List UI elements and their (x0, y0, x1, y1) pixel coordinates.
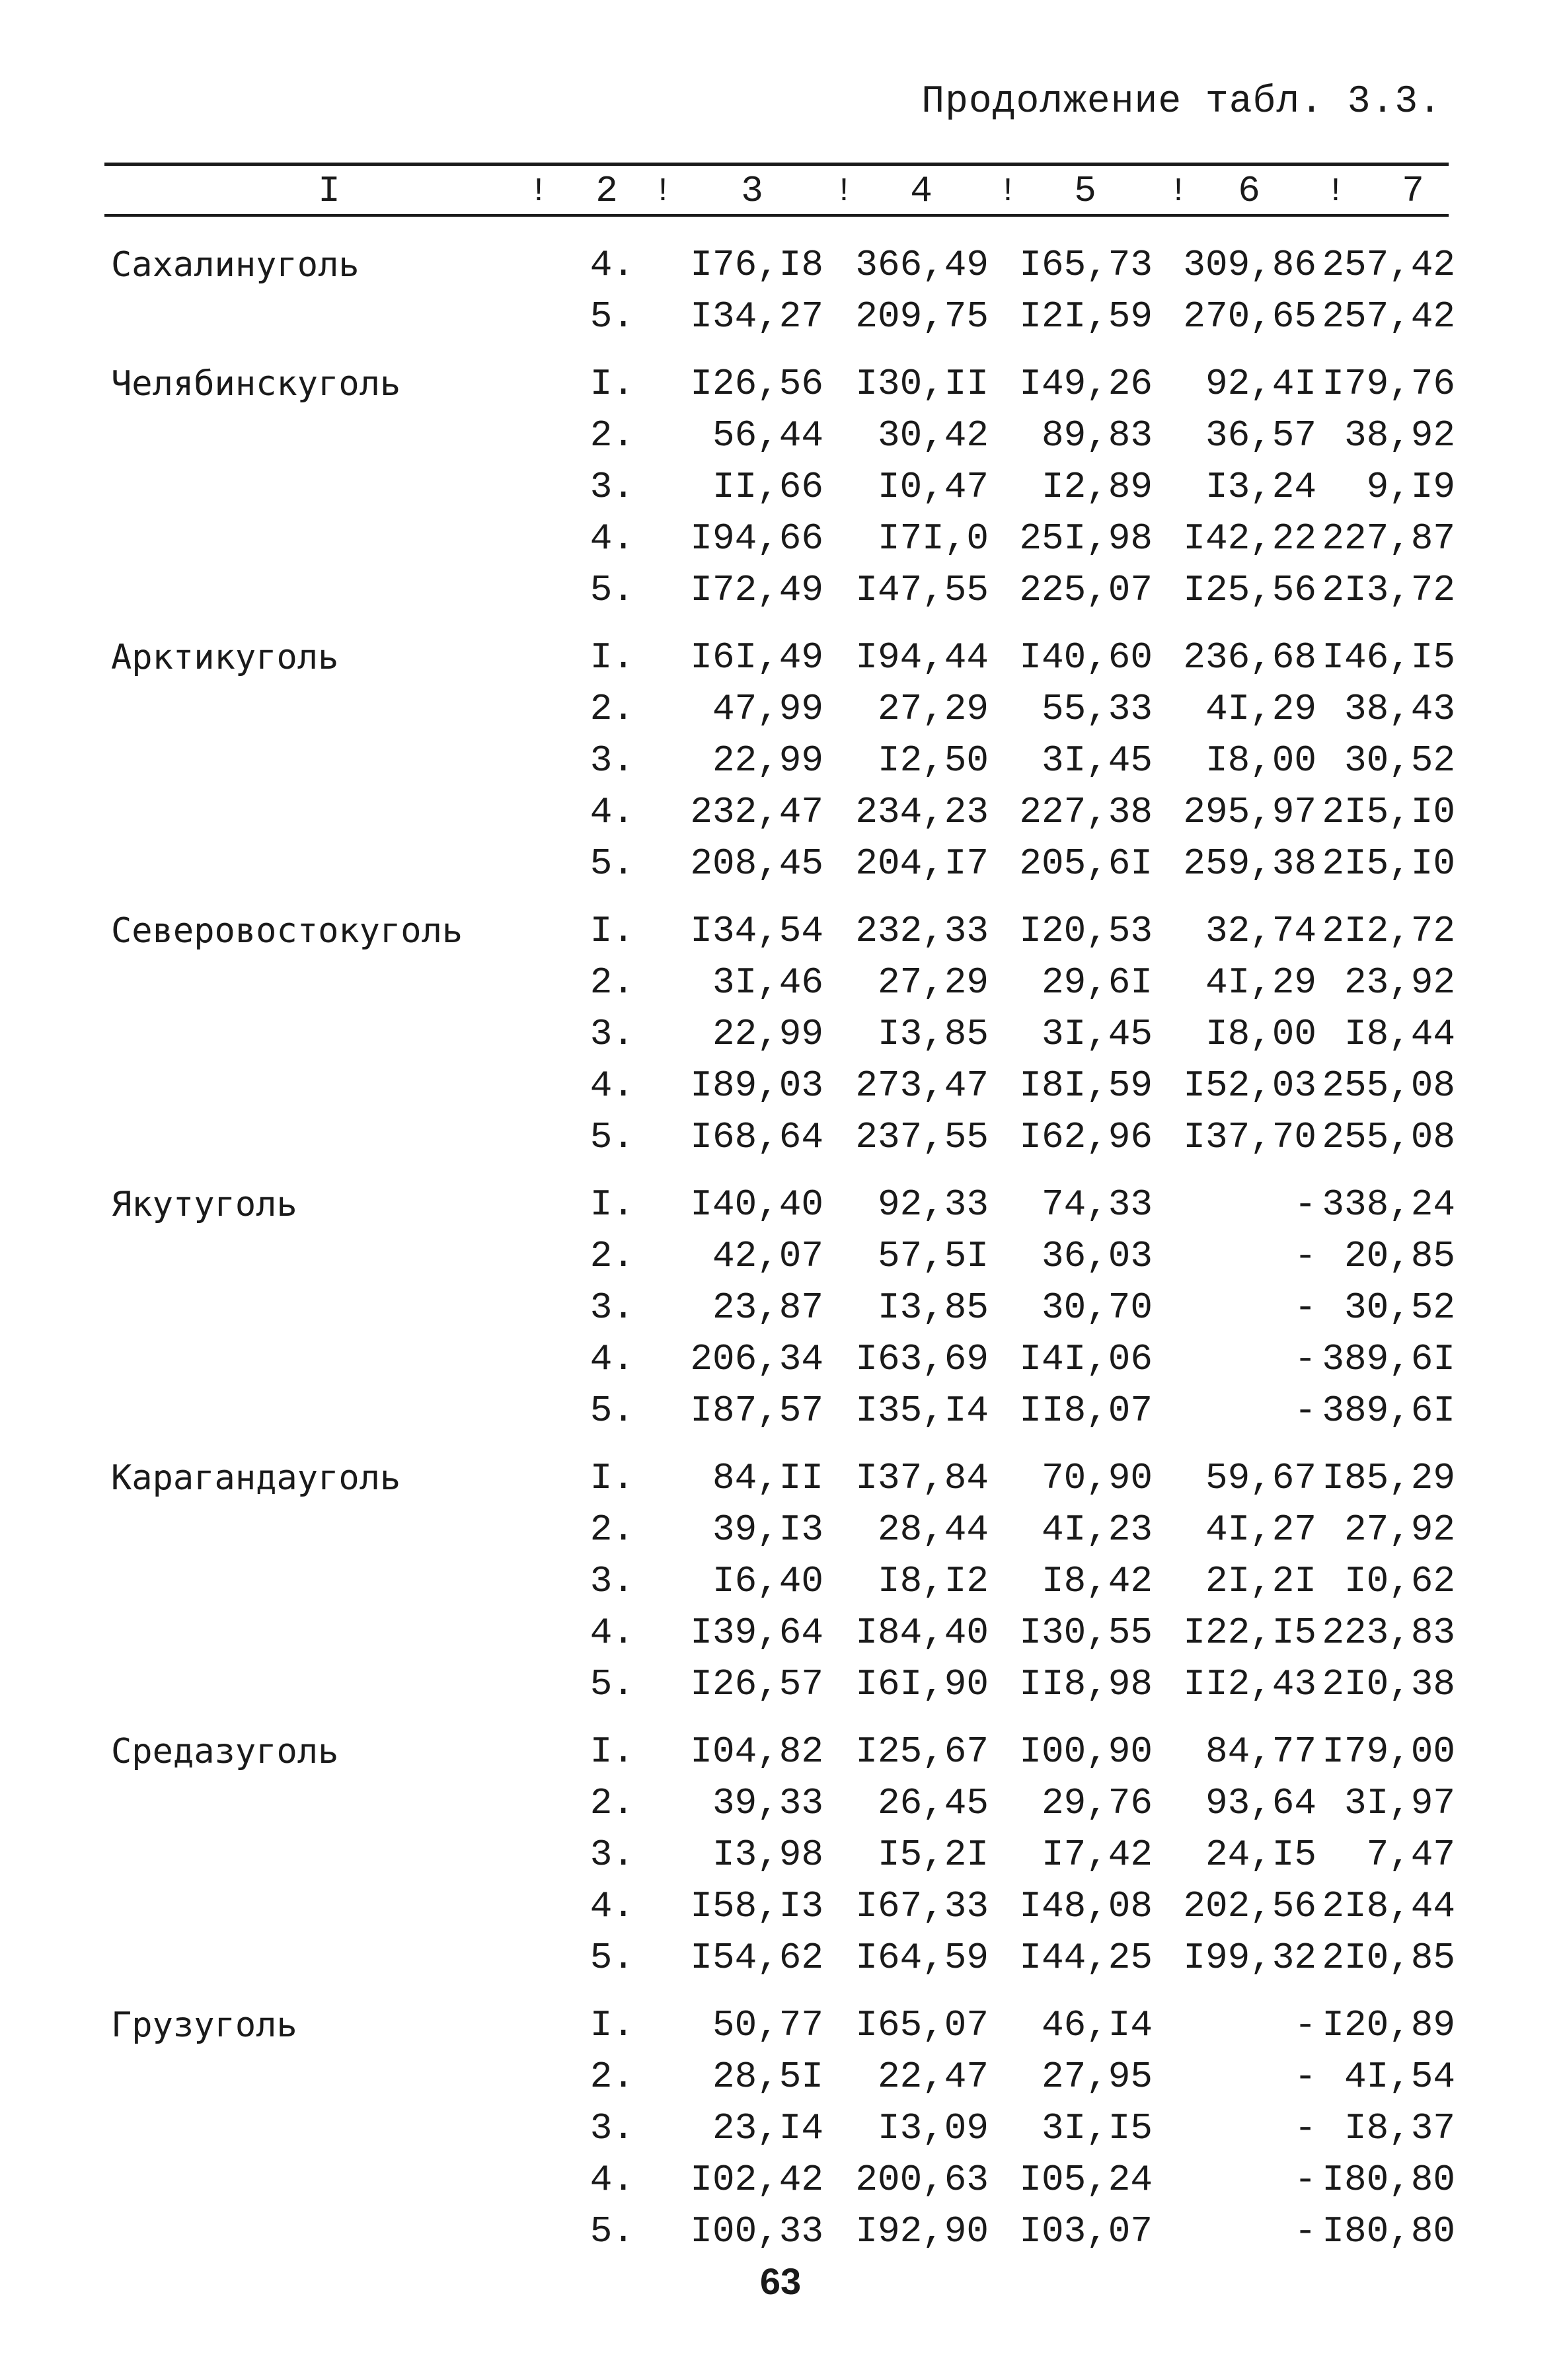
cell-col-5: 3I,I5 (1041, 2107, 1153, 2149)
cell-col-6: - (1294, 1286, 1316, 1329)
cell-col-7: I0,62 (1344, 1560, 1455, 1602)
row-index: 3. (590, 466, 634, 508)
cell-col-4: I5,2I (877, 1834, 989, 1876)
table-row (0, 1452, 1561, 1504)
table-row (0, 1932, 1561, 1984)
cell-col-3: 232,47 (690, 791, 823, 833)
cell-col-4: I25,67 (855, 1730, 989, 1773)
cell-col-5: I62,96 (1019, 1116, 1153, 1158)
header-separator: ! (834, 173, 855, 211)
cell-col-6: - (1294, 2159, 1316, 2201)
cell-col-7: I46,I5 (1322, 636, 1455, 679)
cell-col-7: I80,80 (1322, 2210, 1455, 2252)
cell-col-6: I25,56 (1183, 569, 1316, 611)
cell-col-7: 7,47 (1366, 1834, 1455, 1876)
cell-col-3: I72,49 (690, 569, 823, 611)
cell-col-3: 206,34 (690, 1338, 823, 1380)
cell-col-4: 28,44 (877, 1508, 989, 1551)
table-row (0, 2102, 1561, 2154)
cell-col-7: 255,08 (1322, 1064, 1455, 1107)
table-row (0, 1726, 1561, 1777)
header-separator: ! (653, 173, 673, 211)
cell-col-5: 30,70 (1041, 1286, 1153, 1329)
table-row (0, 1880, 1561, 1932)
cell-col-7: 30,52 (1344, 739, 1455, 782)
cell-col-3: I39,64 (690, 1612, 823, 1654)
row-index: 5. (590, 295, 634, 338)
cell-col-6: 309,86 (1183, 244, 1316, 286)
enterprise-name: Грузуголь (111, 2005, 297, 2045)
table-row (0, 239, 1561, 291)
cell-col-5: I2,89 (1041, 466, 1153, 508)
row-index: I. (590, 2004, 634, 2046)
cell-col-7: 30,52 (1344, 1286, 1455, 1329)
cell-col-7: 2I2,72 (1322, 910, 1455, 952)
table-row (0, 957, 1561, 1008)
cell-col-5: 227,38 (1019, 791, 1153, 833)
table-row (0, 564, 1561, 616)
row-index: 2. (590, 961, 634, 1004)
row-index: 4. (590, 1064, 634, 1107)
cell-col-7: 2I3,72 (1322, 569, 1455, 611)
row-index: I. (590, 1730, 634, 1773)
table-row (0, 1504, 1561, 1555)
cell-col-7: 2I5,I0 (1322, 842, 1455, 885)
cell-col-5: 74,33 (1041, 1183, 1153, 1226)
table-row (0, 905, 1561, 957)
table-row (0, 1777, 1561, 1829)
header-separator: ! (1168, 173, 1189, 211)
row-index: 4. (590, 244, 634, 286)
cell-col-5: I49,26 (1019, 363, 1153, 405)
cell-col-5: I44,25 (1019, 1937, 1153, 1979)
cell-col-6: 259,38 (1183, 842, 1316, 885)
cell-col-7: 23,92 (1344, 961, 1455, 1004)
cell-col-5: 3I,45 (1041, 1013, 1153, 1055)
row-index: I. (590, 910, 634, 952)
cell-col-3: 47,99 (712, 688, 823, 730)
cell-col-3: I34,54 (690, 910, 823, 952)
cell-col-4: I3,85 (877, 1013, 989, 1055)
cell-col-6: 270,65 (1183, 295, 1316, 338)
cell-col-6: 32,74 (1205, 910, 1316, 952)
cell-col-4: 209,75 (855, 295, 989, 338)
table-row (0, 1999, 1561, 2051)
cell-col-4: 27,29 (877, 961, 989, 1004)
cell-col-6: I52,03 (1183, 1064, 1316, 1107)
row-index: I. (590, 636, 634, 679)
header-col-4: 4 (910, 170, 933, 212)
cell-col-4: I63,69 (855, 1338, 989, 1380)
cell-col-6: 4I,29 (1205, 688, 1316, 730)
cell-col-5: I03,07 (1019, 2210, 1153, 2252)
cell-col-5: II8,07 (1019, 1390, 1153, 1432)
row-index: 5. (590, 1663, 634, 1705)
cell-col-7: 38,92 (1344, 414, 1455, 457)
cell-col-7: I79,00 (1322, 1730, 1455, 1773)
cell-col-3: I02,42 (690, 2159, 823, 2201)
cell-col-3: I34,27 (690, 295, 823, 338)
header-separator: ! (998, 173, 1018, 211)
cell-col-7: I8,37 (1344, 2107, 1455, 2149)
table-row (0, 683, 1561, 735)
cell-col-3: 3I,46 (712, 961, 823, 1004)
cell-col-3: 208,45 (690, 842, 823, 885)
cell-col-4: 57,5I (877, 1235, 989, 1277)
cell-col-6: II2,43 (1183, 1663, 1316, 1705)
cell-col-4: I3,85 (877, 1286, 989, 1329)
row-index: 5. (590, 1116, 634, 1158)
cell-col-6: I8,00 (1205, 739, 1316, 782)
cell-col-3: II,66 (712, 466, 823, 508)
cell-col-6: 84,77 (1205, 1730, 1316, 1773)
cell-col-4: 27,29 (877, 688, 989, 730)
cell-col-3: 23,87 (712, 1286, 823, 1329)
row-index: 2. (590, 2056, 634, 2098)
table-row (0, 1179, 1561, 1230)
cell-col-4: I6I,90 (855, 1663, 989, 1705)
cell-col-3: I87,57 (690, 1390, 823, 1432)
cell-col-4: I3,09 (877, 2107, 989, 2149)
cell-col-4: 200,63 (855, 2159, 989, 2201)
cell-col-5: 55,33 (1041, 688, 1153, 730)
cell-col-6: - (1294, 1235, 1316, 1277)
row-index: I. (590, 1457, 634, 1499)
row-index: 3. (590, 1560, 634, 1602)
table-row (0, 1829, 1561, 1880)
cell-col-3: I76,I8 (690, 244, 823, 286)
cell-col-6: 202,56 (1183, 1885, 1316, 1927)
cell-col-5: 89,83 (1041, 414, 1153, 457)
cell-col-6: - (1294, 2107, 1316, 2149)
header-separator: ! (529, 173, 549, 211)
cell-col-5: I30,55 (1019, 1612, 1153, 1654)
cell-col-7: 227,87 (1322, 517, 1455, 560)
cell-col-5: 46,I4 (1041, 2004, 1153, 2046)
cell-col-6: I8,00 (1205, 1013, 1316, 1055)
cell-col-3: 22,99 (712, 739, 823, 782)
cell-col-6: - (1294, 1183, 1316, 1226)
row-index: 4. (590, 2159, 634, 2201)
cell-col-7: 38,43 (1344, 688, 1455, 730)
row-index: 4. (590, 1612, 634, 1654)
header-separator: ! (1326, 173, 1346, 211)
cell-col-7: 2I0,85 (1322, 1937, 1455, 1979)
cell-col-5: I40,60 (1019, 636, 1153, 679)
cell-col-6: - (1294, 1390, 1316, 1432)
cell-col-3: I3,98 (712, 1834, 823, 1876)
cell-col-3: I89,03 (690, 1064, 823, 1107)
cell-col-4: 366,49 (855, 244, 989, 286)
cell-col-6: 4I,29 (1205, 961, 1316, 1004)
cell-col-7: 257,42 (1322, 295, 1455, 338)
cell-col-4: 22,47 (877, 2056, 989, 2098)
cell-col-7: I20,89 (1322, 2004, 1455, 2046)
cell-col-6: 59,67 (1205, 1457, 1316, 1499)
table-row (0, 1060, 1561, 1111)
table-row (0, 410, 1561, 461)
cell-col-5: I00,90 (1019, 1730, 1153, 1773)
row-index: 5. (590, 1937, 634, 1979)
cell-col-6: 295,97 (1183, 791, 1316, 833)
cell-col-7: 27,92 (1344, 1508, 1455, 1551)
cell-col-3: I40,40 (690, 1183, 823, 1226)
cell-col-7: 223,83 (1322, 1612, 1455, 1654)
table-row (0, 632, 1561, 683)
cell-col-7: 2I8,44 (1322, 1885, 1455, 1927)
cell-col-5: 4I,23 (1041, 1508, 1153, 1551)
cell-col-5: I8,42 (1041, 1560, 1153, 1602)
cell-col-4: 273,47 (855, 1064, 989, 1107)
cell-col-6: 92,4I (1205, 363, 1316, 405)
row-index: 2. (590, 688, 634, 730)
cell-col-3: I94,66 (690, 517, 823, 560)
table-row (0, 1607, 1561, 1658)
cell-col-3: I6,40 (712, 1560, 823, 1602)
table-row (0, 358, 1561, 410)
row-index: 4. (590, 517, 634, 560)
cell-col-3: I58,I3 (690, 1885, 823, 1927)
cell-col-5: 70,90 (1041, 1457, 1153, 1499)
row-index: I. (590, 363, 634, 405)
row-index: I. (590, 1183, 634, 1226)
cell-col-5: I65,73 (1019, 244, 1153, 286)
cell-col-4: I30,II (855, 363, 989, 405)
cell-col-7: I85,29 (1322, 1457, 1455, 1499)
table-row (0, 1008, 1561, 1060)
table-row (0, 1282, 1561, 1333)
header-col-6: 6 (1238, 170, 1260, 212)
row-index: 4. (590, 791, 634, 833)
table-row (0, 2051, 1561, 2102)
row-index: 2. (590, 1508, 634, 1551)
cell-col-3: 28,5I (712, 2056, 823, 2098)
cell-col-7: 4I,54 (1344, 2056, 1455, 2098)
cell-col-7: 3I,97 (1344, 1782, 1455, 1824)
cell-col-6: - (1294, 2056, 1316, 2098)
cell-col-6: 2I,2I (1205, 1560, 1316, 1602)
cell-col-6: - (1294, 1338, 1316, 1380)
header-col-2: 2 (595, 170, 618, 212)
cell-col-7: 2I5,I0 (1322, 791, 1455, 833)
enterprise-name: Сахалинуголь (111, 245, 360, 285)
header-col-5: 5 (1074, 170, 1096, 212)
cell-col-4: 234,23 (855, 791, 989, 833)
table-row (0, 2206, 1561, 2257)
cell-col-4: 92,33 (877, 1183, 989, 1226)
cell-col-4: 26,45 (877, 1782, 989, 1824)
cell-col-3: 42,07 (712, 1235, 823, 1277)
cell-col-4: I0,47 (877, 466, 989, 508)
cell-col-3: 50,77 (712, 2004, 823, 2046)
cell-col-6: - (1294, 2004, 1316, 2046)
table-row (0, 786, 1561, 838)
cell-col-7: 389,6I (1322, 1338, 1455, 1380)
table-row (0, 735, 1561, 786)
cell-col-5: I48,08 (1019, 1885, 1153, 1927)
cell-col-4: I84,40 (855, 1612, 989, 1654)
cell-col-4: I2,50 (877, 739, 989, 782)
row-index: 5. (590, 1390, 634, 1432)
enterprise-name: Челябинскуголь (111, 364, 401, 404)
cell-col-5: 27,95 (1041, 2056, 1153, 2098)
table-row (0, 1333, 1561, 1385)
cell-col-4: I7I,0 (877, 517, 989, 560)
cell-col-4: 30,42 (877, 414, 989, 457)
cell-col-5: 3I,45 (1041, 739, 1153, 782)
cell-col-6: - (1294, 2210, 1316, 2252)
row-index: 3. (590, 1286, 634, 1329)
cell-col-5: I2I,59 (1019, 295, 1153, 338)
enterprise-name: Арктикуголь (111, 638, 339, 677)
table-row (0, 2154, 1561, 2206)
cell-col-7: I8,44 (1344, 1013, 1455, 1055)
cell-col-3: 39,33 (712, 1782, 823, 1824)
cell-col-5: 205,6I (1019, 842, 1153, 885)
cell-col-3: I54,62 (690, 1937, 823, 1979)
cell-col-4: I92,90 (855, 2210, 989, 2252)
table-row (0, 1385, 1561, 1436)
cell-col-6: 36,57 (1205, 414, 1316, 457)
header-col-3: 3 (741, 170, 763, 212)
cell-col-5: I20,53 (1019, 910, 1153, 952)
cell-col-6: I37,70 (1183, 1116, 1316, 1158)
header-col-7: 7 (1402, 170, 1424, 212)
cell-col-5: I4I,06 (1019, 1338, 1153, 1380)
cell-col-6: 236,68 (1183, 636, 1316, 679)
cell-col-3: 84,II (712, 1457, 823, 1499)
cell-col-7: 9,I9 (1366, 466, 1455, 508)
cell-col-5: 29,76 (1041, 1782, 1153, 1824)
cell-col-6: I22,I5 (1183, 1612, 1316, 1654)
cell-col-4: I67,33 (855, 1885, 989, 1927)
row-index: 4. (590, 1338, 634, 1380)
enterprise-name: Средазуголь (111, 1732, 339, 1771)
cell-col-7: I80,80 (1322, 2159, 1455, 2201)
cell-col-6: I42,22 (1183, 517, 1316, 560)
row-index: 3. (590, 2107, 634, 2149)
row-index: 3. (590, 1013, 634, 1055)
cell-col-5: 25I,98 (1019, 517, 1153, 560)
page-number: 63 (759, 2260, 802, 2302)
row-index: 3. (590, 1834, 634, 1876)
cell-col-5: 29,6I (1041, 961, 1153, 1004)
cell-col-3: I04,82 (690, 1730, 823, 1773)
cell-col-4: I65,07 (855, 2004, 989, 2046)
cell-col-3: 39,I3 (712, 1508, 823, 1551)
cell-col-6: I3,24 (1205, 466, 1316, 508)
cell-col-6: 4I,27 (1205, 1508, 1316, 1551)
cell-col-4: I47,55 (855, 569, 989, 611)
cell-col-7: I79,76 (1322, 363, 1455, 405)
row-index: 5. (590, 2210, 634, 2252)
cell-col-3: 22,99 (712, 1013, 823, 1055)
table-row (0, 291, 1561, 342)
cell-col-3: I68,64 (690, 1116, 823, 1158)
cell-col-7: 20,85 (1344, 1235, 1455, 1277)
row-index: 5. (590, 569, 634, 611)
enterprise-name: Карагандауголь (111, 1458, 401, 1498)
enterprise-name: Якутуголь (111, 1185, 297, 1224)
cell-col-7: 2I0,38 (1322, 1663, 1455, 1705)
cell-col-4: 237,55 (855, 1116, 989, 1158)
row-index: 4. (590, 1885, 634, 1927)
cell-col-3: I26,56 (690, 363, 823, 405)
cell-col-4: 204,I7 (855, 842, 989, 885)
cell-col-7: 389,6I (1322, 1390, 1455, 1432)
row-index: 2. (590, 1782, 634, 1824)
cell-col-5: 225,07 (1019, 569, 1153, 611)
cell-col-4: I8,I2 (877, 1560, 989, 1602)
table-row (0, 1111, 1561, 1163)
cell-col-6: 24,I5 (1205, 1834, 1316, 1876)
cell-col-4: I35,I4 (855, 1390, 989, 1432)
table-row (0, 1658, 1561, 1710)
cell-col-5: 36,03 (1041, 1235, 1153, 1277)
table-caption: Продолжение табл. 3.3. (921, 81, 1442, 124)
table-row (0, 838, 1561, 889)
table-row (0, 513, 1561, 564)
cell-col-4: I64,59 (855, 1937, 989, 1979)
cell-col-5: I7,42 (1041, 1834, 1153, 1876)
cell-col-7: 257,42 (1322, 244, 1455, 286)
cell-col-3: 23,I4 (712, 2107, 823, 2149)
cell-col-3: I00,33 (690, 2210, 823, 2252)
row-index: 2. (590, 1235, 634, 1277)
cell-col-5: I8I,59 (1019, 1064, 1153, 1107)
cell-col-5: II8,98 (1019, 1663, 1153, 1705)
cell-col-6: 93,64 (1205, 1782, 1316, 1824)
table-row (0, 1555, 1561, 1607)
cell-col-4: I37,84 (855, 1457, 989, 1499)
cell-col-3: 56,44 (712, 414, 823, 457)
row-index: 5. (590, 842, 634, 885)
cell-col-7: 338,24 (1322, 1183, 1455, 1226)
table-row (0, 461, 1561, 513)
enterprise-name: Северовостокуголь (111, 911, 463, 951)
row-index: 2. (590, 414, 634, 457)
cell-col-5: I05,24 (1019, 2159, 1153, 2201)
row-index: 3. (590, 739, 634, 782)
cell-col-6: I99,32 (1183, 1937, 1316, 1979)
cell-col-3: I26,57 (690, 1663, 823, 1705)
header-col-1: I (318, 170, 340, 212)
cell-col-4: I94,44 (855, 636, 989, 679)
cell-col-7: 255,08 (1322, 1116, 1455, 1158)
cell-col-4: 232,33 (855, 910, 989, 952)
table-row (0, 1230, 1561, 1282)
cell-col-3: I6I,49 (690, 636, 823, 679)
